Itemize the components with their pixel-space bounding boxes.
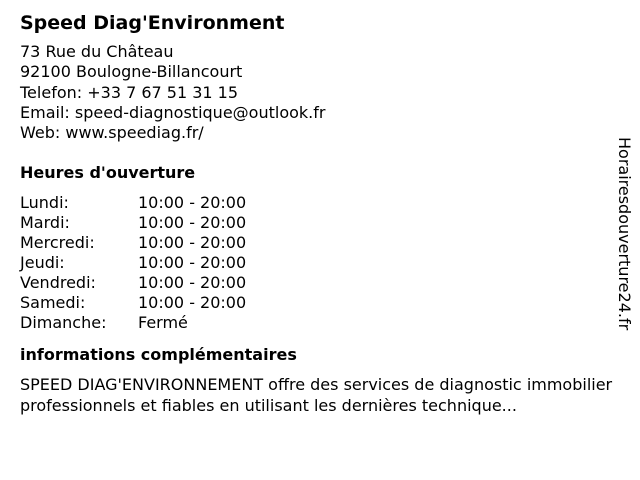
contact-block <box>20 42 620 143</box>
site-brand-vertical: Horairesdouverture24.fr <box>615 137 634 331</box>
additional-info-heading: informations complémentaires <box>20 345 297 365</box>
business-name: Speed Diag'Environment <box>20 12 285 34</box>
day-label: Mardi: <box>20 213 70 233</box>
hours-row-wednesday <box>20 233 620 253</box>
time-range: 10:00 - 20:00 <box>138 233 247 253</box>
opening-hours-heading: Heures d'ouverture <box>20 163 196 183</box>
address-street: 73 Rue du Château <box>20 42 174 61</box>
day-label: Mercredi: <box>20 233 95 253</box>
hours-row-sunday <box>20 313 620 333</box>
time-range: 10:00 - 20:00 <box>138 193 247 213</box>
business-description: SPEED DIAG'ENVIRONNEMENT offre des services de diagnostic immobilier professionnels et fiables en utilisant les dernières technique... <box>20 375 613 415</box>
hours-row-thursday <box>20 253 620 273</box>
hours-row-monday <box>20 193 620 213</box>
time-range: 10:00 - 20:00 <box>138 213 247 233</box>
business-card <box>20 10 620 416</box>
day-label: Jeudi: <box>20 253 65 273</box>
hours-row-tuesday <box>20 213 620 233</box>
day-label: Dimanche: <box>20 313 107 333</box>
day-label: Vendredi: <box>20 273 96 293</box>
day-label: Samedi: <box>20 293 86 313</box>
hours-row-friday <box>20 273 620 293</box>
phone-number[interactable]: Telefon: +33 7 67 51 31 15 <box>20 82 239 102</box>
address-city: 92100 Boulogne-Billancourt <box>20 62 243 82</box>
day-label: Lundi: <box>20 193 69 213</box>
time-range: Fermé <box>138 313 188 333</box>
time-range: 10:00 - 20:00 <box>138 293 247 313</box>
time-range: 10:00 - 20:00 <box>138 273 247 293</box>
hours-row-saturday <box>20 293 620 313</box>
opening-hours-table <box>20 193 620 333</box>
website-link[interactable]: Web: www.speediag.fr/ <box>20 123 204 143</box>
time-range: 10:00 - 20:00 <box>138 253 247 273</box>
email-address[interactable]: Email: speed-diagnostique@outlook.fr <box>20 102 326 122</box>
